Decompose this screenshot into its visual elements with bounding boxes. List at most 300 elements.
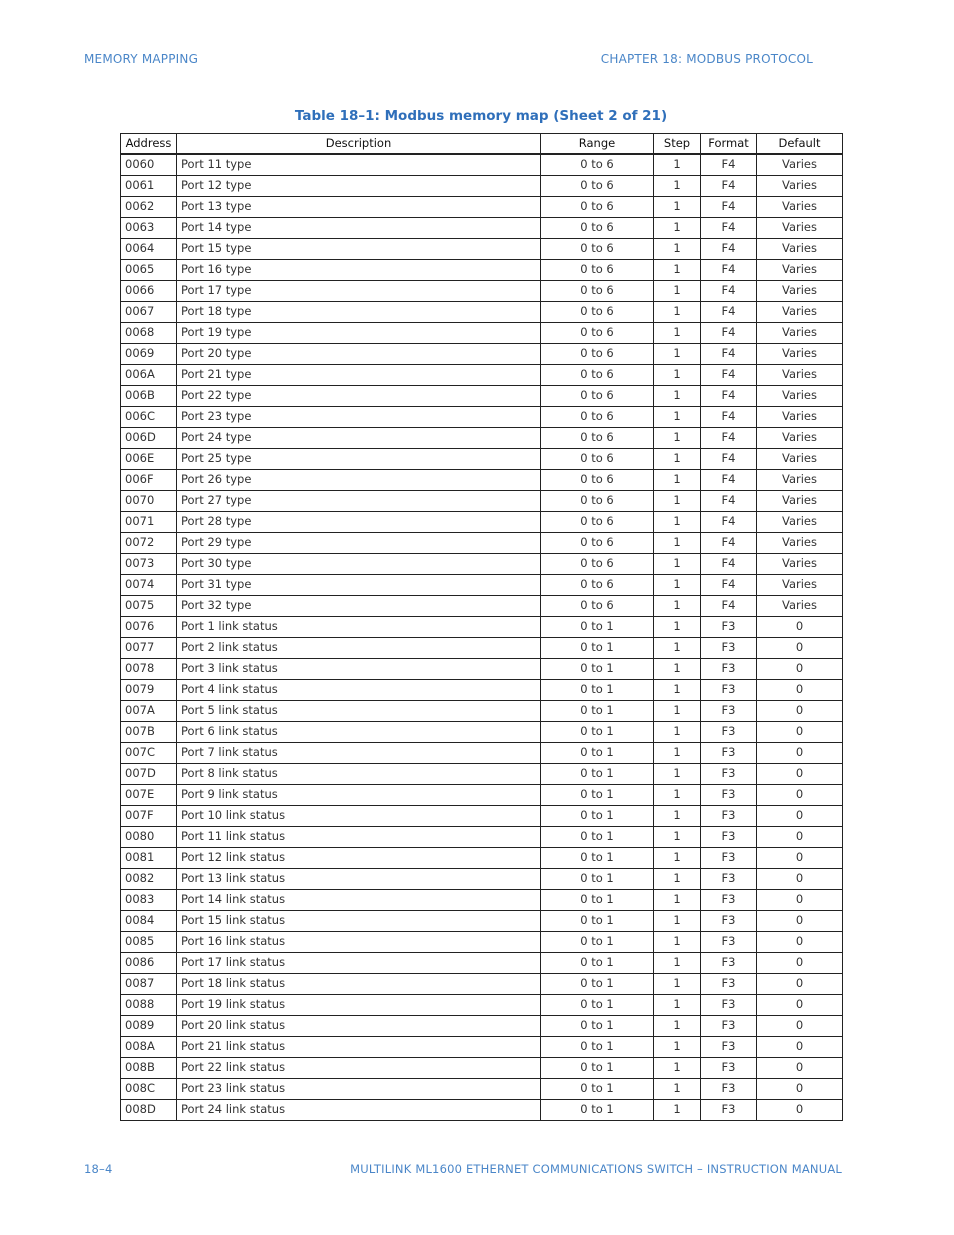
table-row: [121, 428, 843, 449]
cell-format: F4: [701, 281, 757, 302]
cell-address: 0068: [121, 323, 177, 344]
cell-step: 1: [654, 680, 701, 701]
cell-address: 008D: [121, 1100, 177, 1121]
cell-range: 0 to 6: [541, 365, 654, 386]
cell-address: 007C: [121, 743, 177, 764]
cell-default: Varies: [757, 218, 843, 239]
cell-address: 0064: [121, 239, 177, 260]
cell-range: 0 to 6: [541, 197, 654, 218]
table-row: [121, 953, 843, 974]
cell-format: F4: [701, 428, 757, 449]
cell-step: 1: [654, 302, 701, 323]
cell-format: F3: [701, 1058, 757, 1079]
running-header-chapter: CHAPTER 18: MODBUS PROTOCOL: [600, 52, 813, 66]
cell-format: F4: [701, 491, 757, 512]
cell-format: F4: [701, 302, 757, 323]
cell-default: 0: [757, 680, 843, 701]
cell-address: 0063: [121, 218, 177, 239]
manual-title: MULTILINK ML1600 ETHERNET COMMUNICATIONS SWITCH – INSTRUCTION MANUAL: [350, 1162, 842, 1176]
cell-format: F3: [701, 932, 757, 953]
cell-step: 1: [654, 428, 701, 449]
cell-step: 1: [654, 995, 701, 1016]
cell-address: 0061: [121, 176, 177, 197]
cell-format: F3: [701, 701, 757, 722]
cell-address: 007B: [121, 722, 177, 743]
cell-step: 1: [654, 323, 701, 344]
cell-default: Varies: [757, 344, 843, 365]
cell-format: F3: [701, 911, 757, 932]
cell-description: Port 28 type: [177, 512, 541, 533]
cell-step: 1: [654, 239, 701, 260]
cell-range: 0 to 1: [541, 995, 654, 1016]
cell-default: 0: [757, 722, 843, 743]
cell-range: 0 to 1: [541, 617, 654, 638]
cell-format: F3: [701, 764, 757, 785]
cell-range: 0 to 6: [541, 533, 654, 554]
table-row: [121, 260, 843, 281]
table-row: [121, 869, 843, 890]
cell-address: 0065: [121, 260, 177, 281]
cell-description: Port 31 type: [177, 575, 541, 596]
cell-step: 1: [654, 701, 701, 722]
cell-description: Port 30 type: [177, 554, 541, 575]
cell-format: F3: [701, 617, 757, 638]
cell-address: 0062: [121, 197, 177, 218]
cell-range: 0 to 1: [541, 785, 654, 806]
table-row: [121, 1100, 843, 1121]
table-header-row: [121, 134, 843, 155]
cell-step: 1: [654, 953, 701, 974]
cell-range: 0 to 6: [541, 554, 654, 575]
column-header-description: Description: [177, 134, 541, 155]
table-row: [121, 1079, 843, 1100]
cell-description: Port 18 type: [177, 302, 541, 323]
cell-range: 0 to 1: [541, 890, 654, 911]
cell-description: Port 5 link status: [177, 701, 541, 722]
cell-description: Port 2 link status: [177, 638, 541, 659]
cell-format: F3: [701, 869, 757, 890]
cell-format: F4: [701, 386, 757, 407]
cell-address: 0089: [121, 1016, 177, 1037]
cell-description: Port 7 link status: [177, 743, 541, 764]
page-number: 18–4: [84, 1162, 113, 1176]
cell-address: 006A: [121, 365, 177, 386]
cell-step: 1: [654, 407, 701, 428]
cell-default: 0: [757, 1100, 843, 1121]
cell-format: F4: [701, 596, 757, 617]
cell-default: Varies: [757, 596, 843, 617]
cell-description: Port 9 link status: [177, 785, 541, 806]
cell-format: F4: [701, 554, 757, 575]
cell-range: 0 to 1: [541, 1058, 654, 1079]
cell-default: Varies: [757, 386, 843, 407]
cell-description: Port 20 link status: [177, 1016, 541, 1037]
cell-format: F3: [701, 722, 757, 743]
cell-address: 0083: [121, 890, 177, 911]
table-row: [121, 533, 843, 554]
cell-step: 1: [654, 806, 701, 827]
cell-default: Varies: [757, 260, 843, 281]
cell-address: 0074: [121, 575, 177, 596]
cell-description: Port 22 link status: [177, 1058, 541, 1079]
cell-description: Port 18 link status: [177, 974, 541, 995]
cell-address: 006F: [121, 470, 177, 491]
cell-step: 1: [654, 1100, 701, 1121]
cell-default: 0: [757, 827, 843, 848]
cell-description: Port 12 link status: [177, 848, 541, 869]
table-row: [121, 680, 843, 701]
table-row: [121, 911, 843, 932]
cell-range: 0 to 6: [541, 323, 654, 344]
cell-format: F4: [701, 344, 757, 365]
cell-step: 1: [654, 1016, 701, 1037]
cell-address: 0067: [121, 302, 177, 323]
cell-range: 0 to 6: [541, 218, 654, 239]
cell-step: 1: [654, 659, 701, 680]
cell-format: F4: [701, 218, 757, 239]
cell-default: 0: [757, 764, 843, 785]
table-row: [121, 365, 843, 386]
cell-range: 0 to 6: [541, 575, 654, 596]
table-row: [121, 1058, 843, 1079]
cell-default: 0: [757, 617, 843, 638]
cell-default: 0: [757, 1016, 843, 1037]
table-row: [121, 617, 843, 638]
table-row: [121, 470, 843, 491]
table-caption: Table 18–1: Modbus memory map (Sheet 2 of 21): [294, 108, 668, 124]
cell-address: 0073: [121, 554, 177, 575]
column-header-format: Format: [701, 134, 757, 155]
cell-step: 1: [654, 344, 701, 365]
cell-address: 008C: [121, 1079, 177, 1100]
cell-default: Varies: [757, 575, 843, 596]
cell-format: F4: [701, 407, 757, 428]
table-row: [121, 281, 843, 302]
cell-range: 0 to 6: [541, 154, 654, 176]
cell-range: 0 to 6: [541, 344, 654, 365]
cell-description: Port 26 type: [177, 470, 541, 491]
table-row: [121, 197, 843, 218]
cell-description: Port 21 type: [177, 365, 541, 386]
cell-description: Port 4 link status: [177, 680, 541, 701]
cell-default: Varies: [757, 365, 843, 386]
cell-format: F3: [701, 1037, 757, 1058]
cell-format: F3: [701, 1079, 757, 1100]
cell-step: 1: [654, 154, 701, 176]
table-row: [121, 1016, 843, 1037]
cell-description: Port 14 type: [177, 218, 541, 239]
cell-range: 0 to 6: [541, 470, 654, 491]
cell-range: 0 to 1: [541, 1079, 654, 1100]
cell-range: 0 to 6: [541, 512, 654, 533]
table-row: [121, 701, 843, 722]
table-row: [121, 785, 843, 806]
cell-step: 1: [654, 848, 701, 869]
cell-step: 1: [654, 512, 701, 533]
cell-description: Port 27 type: [177, 491, 541, 512]
cell-description: Port 25 type: [177, 449, 541, 470]
cell-step: 1: [654, 1037, 701, 1058]
cell-range: 0 to 6: [541, 596, 654, 617]
cell-format: F3: [701, 848, 757, 869]
cell-address: 006C: [121, 407, 177, 428]
cell-step: 1: [654, 197, 701, 218]
cell-range: 0 to 6: [541, 176, 654, 197]
cell-description: Port 13 type: [177, 197, 541, 218]
cell-range: 0 to 6: [541, 281, 654, 302]
cell-range: 0 to 1: [541, 911, 654, 932]
cell-range: 0 to 1: [541, 974, 654, 995]
table-row: [121, 806, 843, 827]
cell-description: Port 29 type: [177, 533, 541, 554]
table-row: [121, 491, 843, 512]
cell-format: F3: [701, 1016, 757, 1037]
cell-step: 1: [654, 911, 701, 932]
cell-address: 0070: [121, 491, 177, 512]
cell-step: 1: [654, 365, 701, 386]
table-row: [121, 323, 843, 344]
cell-default: Varies: [757, 302, 843, 323]
cell-description: Port 22 type: [177, 386, 541, 407]
cell-default: 0: [757, 785, 843, 806]
cell-range: 0 to 1: [541, 1037, 654, 1058]
cell-range: 0 to 1: [541, 827, 654, 848]
cell-format: F4: [701, 365, 757, 386]
cell-format: F3: [701, 953, 757, 974]
cell-description: Port 17 type: [177, 281, 541, 302]
cell-step: 1: [654, 764, 701, 785]
cell-step: 1: [654, 281, 701, 302]
cell-default: Varies: [757, 533, 843, 554]
cell-step: 1: [654, 575, 701, 596]
cell-step: 1: [654, 533, 701, 554]
table-row: [121, 554, 843, 575]
cell-description: Port 11 type: [177, 154, 541, 176]
cell-step: 1: [654, 596, 701, 617]
cell-address: 0078: [121, 659, 177, 680]
cell-step: 1: [654, 890, 701, 911]
cell-description: Port 24 type: [177, 428, 541, 449]
cell-format: F4: [701, 512, 757, 533]
cell-address: 0069: [121, 344, 177, 365]
cell-default: 0: [757, 1079, 843, 1100]
cell-format: F4: [701, 470, 757, 491]
cell-address: 0077: [121, 638, 177, 659]
table-row: [121, 407, 843, 428]
cell-address: 008B: [121, 1058, 177, 1079]
cell-address: 0071: [121, 512, 177, 533]
cell-range: 0 to 6: [541, 428, 654, 449]
table-row: [121, 386, 843, 407]
cell-address: 006E: [121, 449, 177, 470]
cell-description: Port 12 type: [177, 176, 541, 197]
cell-default: 0: [757, 848, 843, 869]
cell-range: 0 to 1: [541, 680, 654, 701]
cell-description: Port 17 link status: [177, 953, 541, 974]
cell-range: 0 to 1: [541, 953, 654, 974]
cell-step: 1: [654, 1058, 701, 1079]
table-row: [121, 575, 843, 596]
cell-description: Port 10 link status: [177, 806, 541, 827]
cell-address: 007A: [121, 701, 177, 722]
cell-format: F4: [701, 197, 757, 218]
cell-format: F3: [701, 1100, 757, 1121]
cell-address: 0086: [121, 953, 177, 974]
cell-step: 1: [654, 386, 701, 407]
cell-range: 0 to 6: [541, 260, 654, 281]
cell-format: F3: [701, 827, 757, 848]
cell-default: 0: [757, 659, 843, 680]
cell-address: 008A: [121, 1037, 177, 1058]
cell-format: F4: [701, 323, 757, 344]
table-body: [121, 154, 843, 1121]
cell-step: 1: [654, 869, 701, 890]
cell-address: 006D: [121, 428, 177, 449]
cell-range: 0 to 6: [541, 407, 654, 428]
cell-address: 0087: [121, 974, 177, 995]
column-header-address: Address: [121, 134, 177, 155]
cell-step: 1: [654, 176, 701, 197]
table-row: [121, 848, 843, 869]
cell-address: 0081: [121, 848, 177, 869]
cell-step: 1: [654, 449, 701, 470]
cell-step: 1: [654, 1079, 701, 1100]
cell-format: F3: [701, 638, 757, 659]
cell-format: F4: [701, 575, 757, 596]
cell-default: 0: [757, 701, 843, 722]
cell-step: 1: [654, 827, 701, 848]
cell-description: Port 15 type: [177, 239, 541, 260]
cell-address: 007D: [121, 764, 177, 785]
cell-step: 1: [654, 491, 701, 512]
cell-step: 1: [654, 218, 701, 239]
cell-description: Port 13 link status: [177, 869, 541, 890]
cell-range: 0 to 1: [541, 1016, 654, 1037]
cell-address: 0075: [121, 596, 177, 617]
cell-description: Port 16 type: [177, 260, 541, 281]
cell-default: 0: [757, 932, 843, 953]
cell-format: F3: [701, 974, 757, 995]
cell-default: Varies: [757, 239, 843, 260]
cell-default: Varies: [757, 428, 843, 449]
cell-step: 1: [654, 743, 701, 764]
cell-format: F4: [701, 154, 757, 176]
cell-format: F3: [701, 743, 757, 764]
table-row: [121, 764, 843, 785]
cell-default: 0: [757, 869, 843, 890]
cell-format: F3: [701, 659, 757, 680]
cell-range: 0 to 1: [541, 659, 654, 680]
table-row: [121, 638, 843, 659]
cell-range: 0 to 6: [541, 302, 654, 323]
cell-range: 0 to 1: [541, 722, 654, 743]
cell-description: Port 23 type: [177, 407, 541, 428]
cell-range: 0 to 6: [541, 239, 654, 260]
cell-format: F3: [701, 785, 757, 806]
cell-step: 1: [654, 722, 701, 743]
cell-format: F3: [701, 890, 757, 911]
cell-address: 006B: [121, 386, 177, 407]
cell-default: Varies: [757, 154, 843, 176]
running-header-section: MEMORY MAPPING: [84, 52, 199, 66]
cell-step: 1: [654, 974, 701, 995]
cell-default: Varies: [757, 449, 843, 470]
cell-range: 0 to 1: [541, 932, 654, 953]
table-row: [121, 154, 843, 176]
cell-range: 0 to 1: [541, 869, 654, 890]
cell-range: 0 to 1: [541, 638, 654, 659]
cell-range: 0 to 6: [541, 449, 654, 470]
cell-default: 0: [757, 995, 843, 1016]
cell-default: 0: [757, 1037, 843, 1058]
cell-description: Port 21 link status: [177, 1037, 541, 1058]
cell-description: Port 32 type: [177, 596, 541, 617]
cell-description: Port 19 type: [177, 323, 541, 344]
cell-address: 0072: [121, 533, 177, 554]
cell-format: F4: [701, 533, 757, 554]
table-row: [121, 239, 843, 260]
cell-default: 0: [757, 743, 843, 764]
table-row: [121, 932, 843, 953]
cell-step: 1: [654, 785, 701, 806]
cell-description: Port 24 link status: [177, 1100, 541, 1121]
cell-default: 0: [757, 1058, 843, 1079]
cell-default: Varies: [757, 281, 843, 302]
cell-step: 1: [654, 932, 701, 953]
cell-default: 0: [757, 911, 843, 932]
cell-address: 0082: [121, 869, 177, 890]
cell-default: 0: [757, 638, 843, 659]
cell-format: F3: [701, 680, 757, 701]
column-header-default: Default: [757, 134, 843, 155]
cell-address: 007E: [121, 785, 177, 806]
table-row: [121, 302, 843, 323]
cell-range: 0 to 1: [541, 806, 654, 827]
table-row: [121, 659, 843, 680]
table-row: [121, 890, 843, 911]
cell-format: F3: [701, 995, 757, 1016]
cell-address: 0066: [121, 281, 177, 302]
cell-description: Port 3 link status: [177, 659, 541, 680]
cell-default: Varies: [757, 197, 843, 218]
cell-format: F4: [701, 449, 757, 470]
cell-description: Port 20 type: [177, 344, 541, 365]
cell-default: 0: [757, 890, 843, 911]
modbus-memory-map-table: [120, 133, 843, 1121]
cell-address: 0088: [121, 995, 177, 1016]
table-row: [121, 995, 843, 1016]
cell-address: 0084: [121, 911, 177, 932]
cell-description: Port 19 link status: [177, 995, 541, 1016]
cell-description: Port 15 link status: [177, 911, 541, 932]
table-row: [121, 827, 843, 848]
cell-format: F4: [701, 260, 757, 281]
cell-range: 0 to 1: [541, 848, 654, 869]
cell-range: 0 to 1: [541, 764, 654, 785]
cell-default: 0: [757, 974, 843, 995]
cell-description: Port 8 link status: [177, 764, 541, 785]
table-row: [121, 512, 843, 533]
table-row: [121, 974, 843, 995]
cell-description: Port 23 link status: [177, 1079, 541, 1100]
cell-default: Varies: [757, 491, 843, 512]
cell-address: 0076: [121, 617, 177, 638]
table-row: [121, 176, 843, 197]
cell-range: 0 to 6: [541, 386, 654, 407]
cell-range: 0 to 1: [541, 743, 654, 764]
table-row: [121, 722, 843, 743]
cell-description: Port 14 link status: [177, 890, 541, 911]
